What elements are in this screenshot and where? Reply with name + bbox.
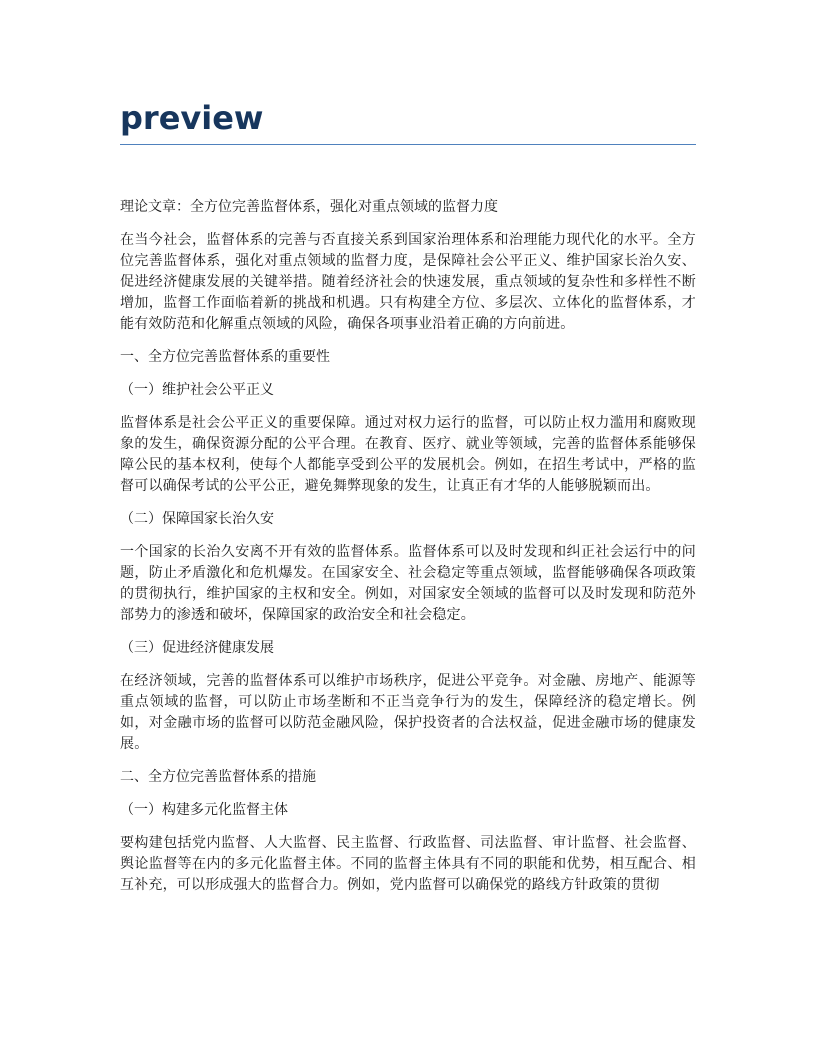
subsection-heading-1-2: （二）保障国家长治久安 [120, 511, 274, 527]
paragraph-1-3: 在经济领域，完善的监督体系可以维护市场秩序，促进公平竞争。对金融、房地产、能源等重点领域的监督，可以防止市场垄断和不正当竞争行为的发生，保障经济的稳定增长。例如，对金融市场的监督可以防范金融风险，保护投资者的合法权益，促进金融市场的健康发展。 [120, 673, 696, 752]
paragraph-1-2: 一个国家的长治久安离不开有效的监督体系。监督体系可以及时发现和纠正社会运行中的问题，防止矛盾激化和危机爆发。在国家安全、社会稳定等重点领域，监督能够确保各项政策的贯彻执行，维护国家的主权和安全。例如，对国家安全领域的监督可以及时发现和防范外部势力的渗透和破坏，保障国家的政治安全和社会稳定。 [120, 544, 696, 623]
paragraph-2-1: 要构建包括党内监督、人大监督、民主监督、行政监督、司法监督、审计监督、社会监督、舆论监督等在内的多元化监督主体。不同的监督主体具有不同的职能和优势，相互配合、相互补充，可以形成强大的监督合力。例如，党内监督可以确保党的路线方针政策的贯彻 [120, 835, 696, 893]
article-heading: 理论文章：全方位完善监督体系，强化对重点领域的监督力度 [120, 199, 498, 215]
paragraph-1-1: 监督体系是社会公平正义的重要保障。通过对权力运行的监督，可以防止权力滥用和腐败现象的发生，确保资源分配的公平合理。在教育、医疗、就业等领域，完善的监督体系能够保障公民的基本权利，使每个人都能享受到公平的发展机会。例如，在招生考试中，严格的监督可以确保考试的公平公正，避免舞弊现象的发生，让真正有才华的人能够脱颖而出。 [120, 415, 696, 494]
subsection-heading-1-3: （三）促进经济健康发展 [120, 640, 274, 656]
document-body [120, 197, 696, 896]
section-heading-1: 一、全方位完善监督体系的重要性 [120, 349, 330, 365]
document-title: preview [120, 96, 696, 145]
document-page [120, 96, 696, 908]
subsection-heading-1-1: （一）维护社会公平正义 [120, 382, 274, 398]
subsection-heading-2-1: （一）构建多元化监督主体 [120, 802, 288, 818]
section-heading-2: 二、全方位完善监督体系的措施 [120, 769, 316, 785]
intro-paragraph: 在当今社会，监督体系的完善与否直接关系到国家治理体系和治理能力现代化的水平。全方位完善监督体系，强化对重点领域的监督力度，是保障社会公平正义、维护国家长治久安、促进经济健康发展的关键举措。随着经济社会的快速发展，重点领域的复杂性和多样性不断增加，监督工作面临着新的挑战和机遇。只有构建全方位、多层次、立体化的监督体系，才能有效防范和化解重点领域的风险，确保各项事业沿着正确的方向前进。 [120, 232, 696, 332]
